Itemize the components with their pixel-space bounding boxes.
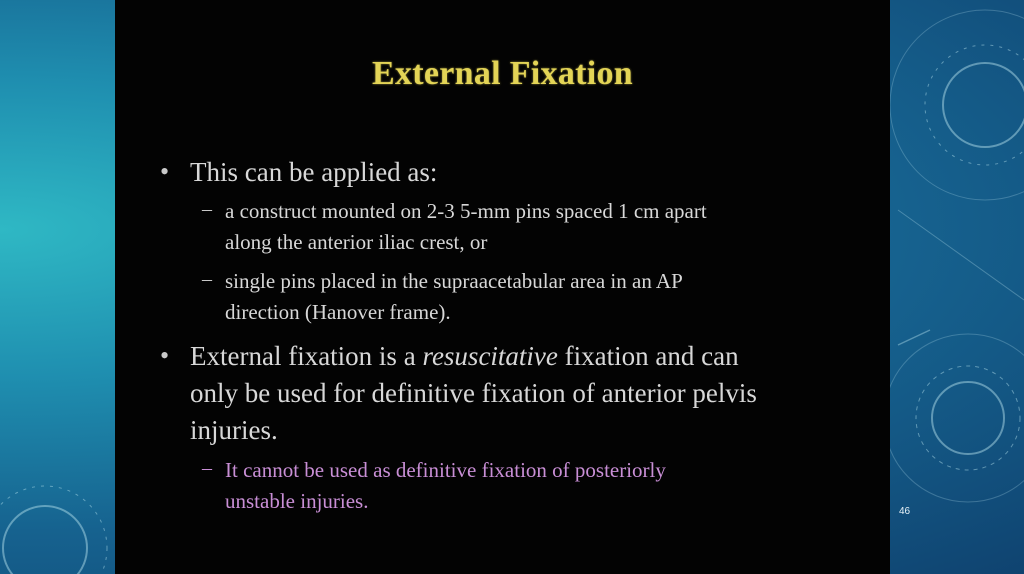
sub-bullet-2-line-2: direction (Hanover frame). — [225, 300, 451, 324]
bullet-1-text: This can be applied as: — [190, 157, 438, 187]
dash-icon: – — [202, 198, 212, 220]
sub-bullet-3-line-2: unstable injuries. — [225, 489, 369, 513]
bullet-icon: • — [160, 341, 170, 370]
bullet-2-line-3: injuries. — [190, 415, 278, 445]
bullet-2-line-1: External fixation is a resuscitative fixation and can — [190, 341, 739, 371]
dash-icon: – — [202, 268, 212, 290]
sub-bullet-1-line-1: a construct mounted on 2-3 5-mm pins spaced 1 cm apart — [225, 199, 707, 223]
slide-content — [115, 0, 890, 574]
bullet-icon: • — [160, 157, 170, 186]
sub-bullet-2-line-1: single pins placed in the supraacetabular area in an AP — [225, 269, 683, 293]
dash-icon: – — [202, 457, 212, 479]
bullet-2-line-2: only be used for definitive fixation of anterior pelvis — [190, 378, 757, 408]
slide-title: External Fixation — [371, 55, 634, 92]
page-number: 46 — [899, 506, 911, 517]
emphasis-resuscitative: resuscitative — [422, 341, 558, 371]
sub-bullet-3-line-1: It cannot be used as definitive fixation of posteriorly — [225, 458, 666, 482]
sub-bullet-1-line-2: along the anterior iliac crest, or — [225, 230, 488, 254]
